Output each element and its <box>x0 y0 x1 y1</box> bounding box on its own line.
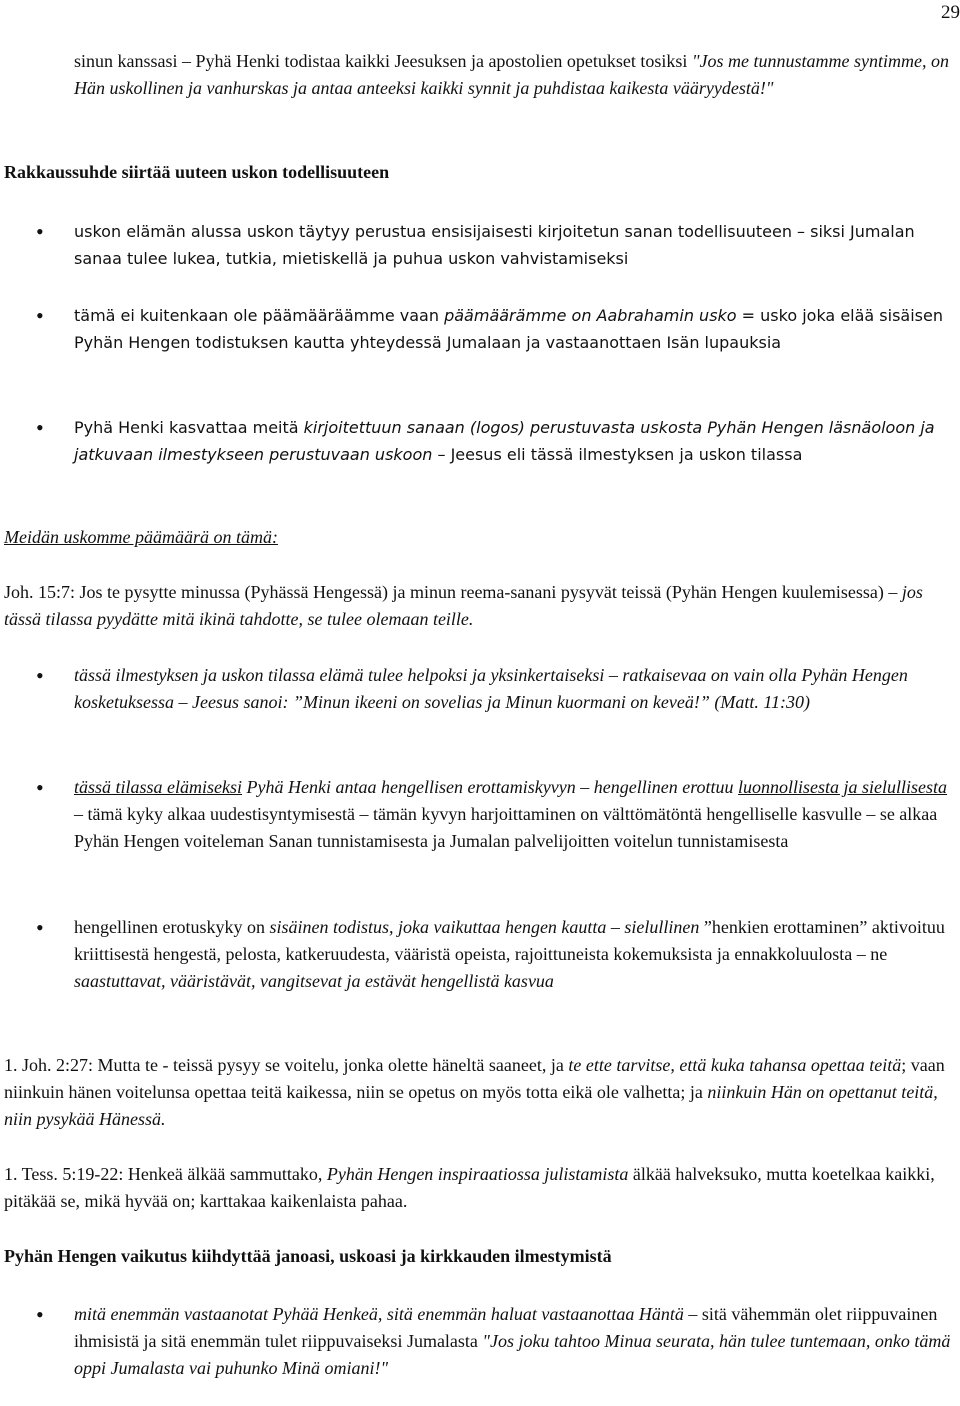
bullet-item <box>74 414 954 468</box>
scripture-text: Joh. 15:7: Jos te pysytte minussa (Pyhässä Hengessä) ja minun reema-sanani pysyvät teissä (Pyhän Hengen kuulemisessa) – <box>4 582 902 602</box>
bullet-item <box>74 1301 954 1382</box>
bullet-text: hengellinen erotuskyky on <box>74 917 270 937</box>
scripture-1john <box>4 1052 948 1133</box>
bullet-text: tämä ei kuitenkaan ole päämääräämme vaan <box>74 306 445 325</box>
bullet-emphasis: luonnollisesta ja sielullisesta <box>738 777 948 797</box>
bullet-emphasis: kirjoitettuun sanaan (logos) perustuvasta uskosta Pyhän Hengen läsnäoloon ja jatkuvaan ilmestykseen perustuvaan uskoon <box>74 418 935 464</box>
scripture-emphasis: jos tässä tilassa pyydätte mitä ikinä tahdotte, se tulee olemaan teille. <box>4 582 923 629</box>
section-heading: Pyhän Hengen vaikutus kiihdyttää janoasi, uskoasi ja kirkkauden ilmestymistä <box>4 1246 612 1266</box>
bullet-icon: • <box>36 915 44 940</box>
subheading: Meidän uskomme päämäärä on tämä: <box>4 527 278 547</box>
scripture-text: ; vaan niinkuin hänen voitelunsa opettaa teitä kaikessa, niin se opetus on myös totta eikä ole valhetta; ja <box>4 1055 945 1102</box>
bullet-icon: • <box>36 663 44 688</box>
bullet-emphasis: "Jos joku tahtoo Minua seurata, hän tulee tuntemaan, onko tämä oppi Jumalasta vai puhunko Minä omiani!" <box>74 1331 951 1378</box>
bullet-text: ”henkien erottaminen” aktivoituu kriittisestä hengestä, pelosta, katkeruudesta, vääristä opeista, rajoittuneista kokemuksista ja ennakkoluulosta – ne <box>74 917 945 964</box>
scripture-text: 1. Joh. 2:27: Mutta te - teissä pysyy se voitelu, jonka olette häneltä saaneet, ja <box>4 1055 569 1075</box>
bullet-icon: • <box>36 219 44 244</box>
scripture-text: älkää halveksuko, mutta koetelkaa kaikki, pitäkää se, mikä hyvää on; karttakaa kaikenlaista pahaa. <box>4 1164 935 1211</box>
scripture-1tess <box>4 1161 948 1215</box>
scripture-emphasis: Pyhän Hengen inspiraatiossa julistamista <box>326 1164 629 1184</box>
bullet-emphasis: tässä tilassa elämiseksi <box>74 777 243 797</box>
bullet-item <box>74 302 954 356</box>
bullet-item: tässä ilmestyksen ja uskon tilassa elämä tulee helpoksi ja yksinkertaiseksi – ratkaisevaa on vain olla Pyhän Hengen kosketuksessa – Jeesus sanoi: ”Minun ikeeni on sovelias ja Minun kuormani on keveä!” (Matt. 11:30) <box>74 665 908 712</box>
intro-paragraph <box>74 48 954 102</box>
bullet-emphasis: sisäinen todistus, joka vaikuttaa hengen kautta – sielullinen <box>269 917 700 937</box>
bullet-text: = usko joka elää sisäisen Pyhän Hengen todistuksen kautta yhteydessä Jumalaan ja vastaanottaen Isän lupauksia <box>74 306 943 352</box>
intro-quote: "Jos me tunnustamme syntimme, on Hän uskollinen ja vanhurskas ja antaa anteeksi kaikki synnit ja puhdistaa kaikesta vääryydestä!" <box>74 51 949 98</box>
bullet-text: – sitä vähemmän olet riippuvainen ihmisistä ja sitä enemmän tulet riippuvaiseksi Jumalasta <box>74 1304 938 1351</box>
bullet-text: Pyhä Henki kasvattaa meitä <box>74 418 304 437</box>
bullet-emphasis: saastuttavat, vääristävät, vangitsevat ja estävät hengellistä kasvua <box>74 971 554 991</box>
section-heading: Rakkaussuhde siirtää uuteen uskon todellisuuteen <box>4 162 390 182</box>
bullet-item <box>74 774 954 855</box>
bullet-emphasis: Pyhä Henki antaa hengellisen erottamiskyvyn – hengellinen erottuu <box>242 777 739 797</box>
intro-text: sinun kanssasi – Pyhä Henki todistaa kaikki Jeesuksen ja apostolien opetukset tosiksi <box>74 51 692 71</box>
bullet-emphasis: mitä enemmän vastaanotat Pyhää Henkeä, sitä enemmän haluat vastaanottaa Häntä <box>74 1304 684 1324</box>
page-number: 29 <box>941 2 960 23</box>
bullet-text: – tämä kyky alkaa uudestisyntymisestä – tämän kyvyn harjoittaminen on välttömätöntä hengelliselle kasvulle – se alkaa Pyhän Hengen voiteleman Sanan tunnistamisesta ja Jumalan palvelijoitten voitelun tunnistamisesta <box>74 804 938 851</box>
scripture-text: 1. Tess. 5:19-22: Henkeä älkää sammuttako, <box>4 1164 327 1184</box>
scripture-emphasis: niinkuin Hän on opettanut teitä, niin pysykää Hänessä. <box>4 1082 938 1129</box>
bullet-icon: • <box>36 415 44 440</box>
bullet-item: uskon elämän alussa uskon täytyy perustua ensisijaisesti kirjoitetun sanan todellisuuteen – siksi Jumalan sanaa tulee lukea, tutkia, mietiskellä ja puhua uskon vahvistamiseksi <box>74 222 915 268</box>
scripture-emphasis: te ette tarvitse, että kuka tahansa opettaa teitä <box>568 1055 902 1075</box>
bullet-item <box>74 914 954 995</box>
bullet-icon: • <box>36 303 44 328</box>
bullet-text: – Jeesus eli tässä ilmestyksen ja uskon tilassa <box>432 445 803 464</box>
bullet-icon: • <box>36 1302 44 1327</box>
scripture-john <box>4 579 948 633</box>
bullet-icon: • <box>36 775 44 800</box>
bullet-emphasis: päämäärämme on Aabrahamin usko <box>444 306 737 325</box>
